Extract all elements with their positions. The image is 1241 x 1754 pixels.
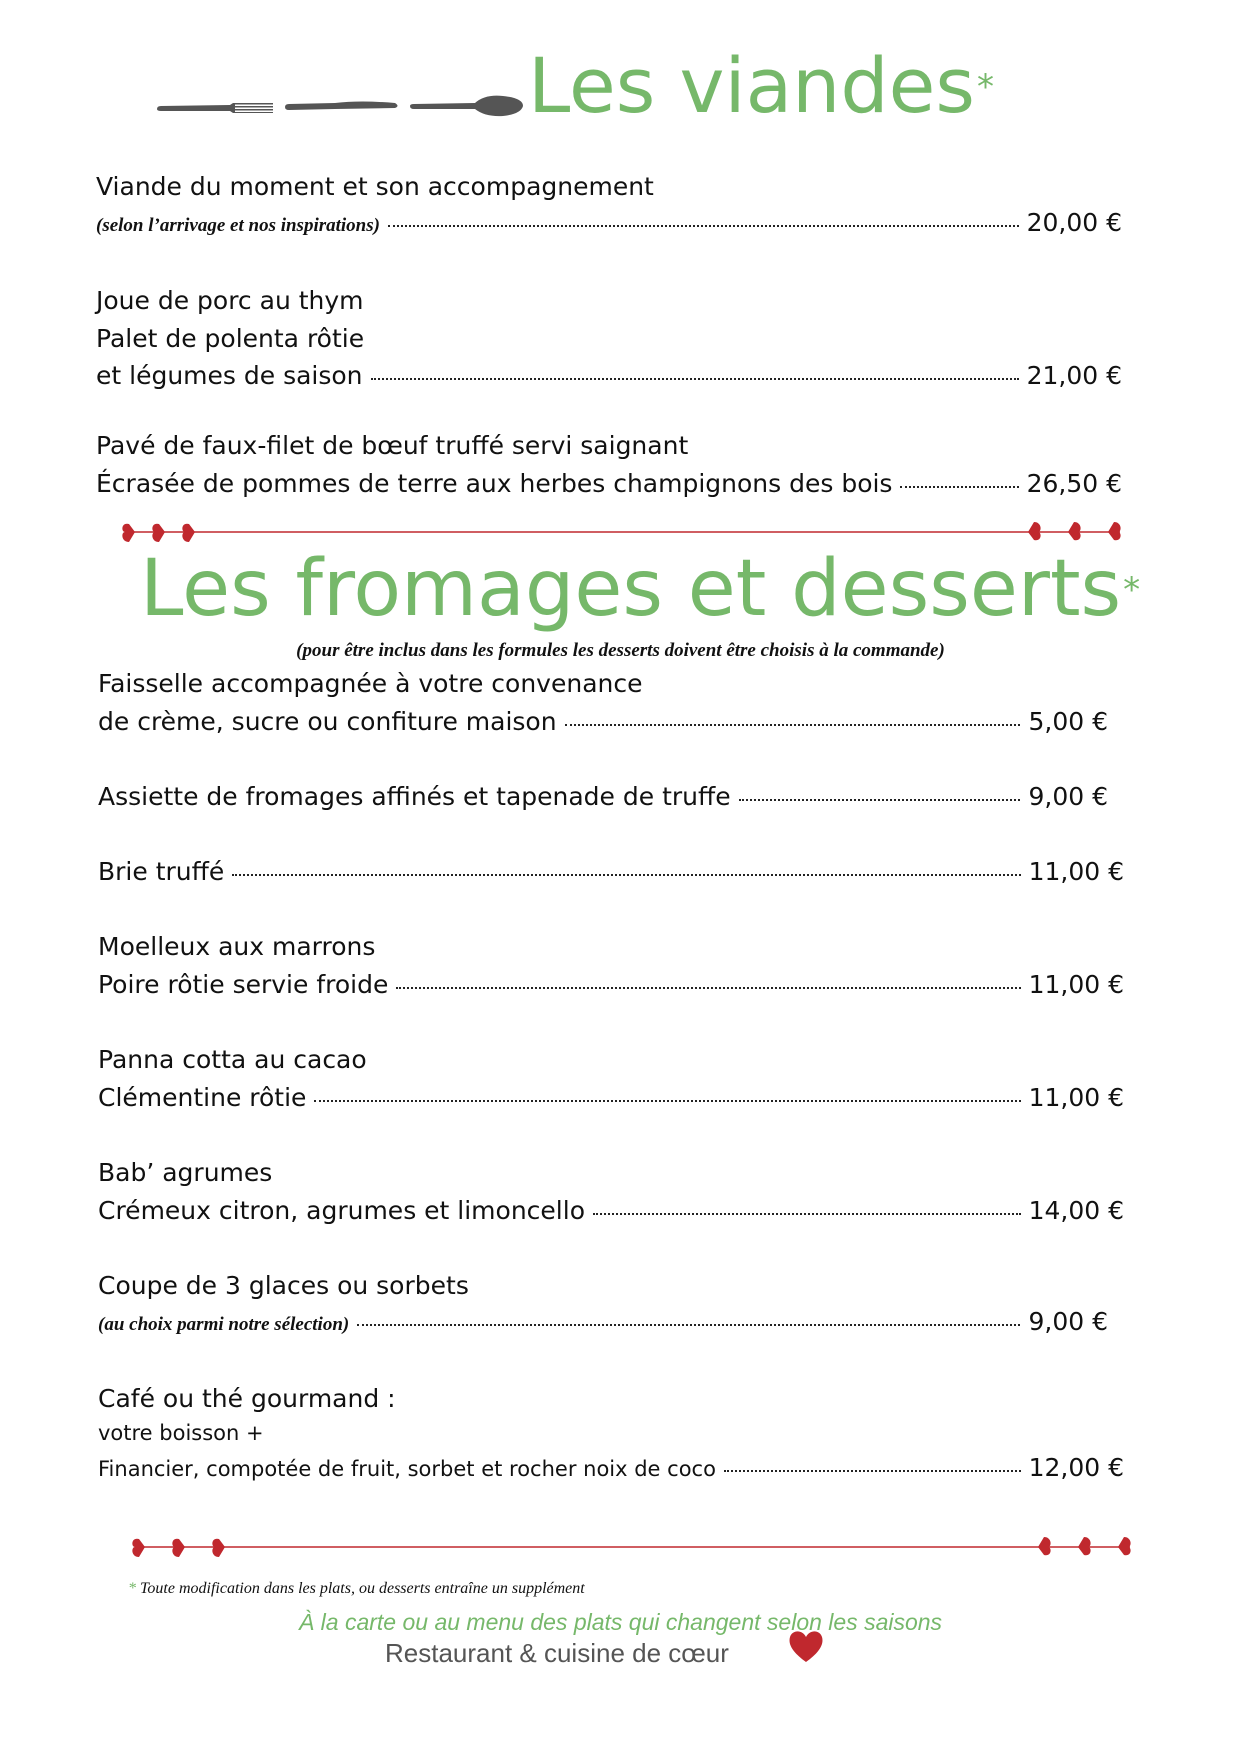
meat-item-2-row xyxy=(96,359,1122,393)
dessert-6-price: 14,00 € xyxy=(1028,1196,1124,1225)
dessert-8-row xyxy=(98,1452,1124,1486)
meat-item-3-line1: Pavé de faux-filet de bœuf truffé servi saignant xyxy=(96,431,689,460)
dessert-4-line2: Poire rôtie servie froide xyxy=(98,970,389,999)
dessert-6-line1: Bab’ agrumes xyxy=(98,1158,273,1187)
dot-leader xyxy=(388,225,1019,227)
desserts-title: Les fromages et desserts* xyxy=(140,544,1141,634)
dessert-1-price: 5,00 € xyxy=(1028,707,1108,736)
dessert-2-row xyxy=(98,780,1108,814)
dessert-4-line1: Moelleux aux marrons xyxy=(98,932,376,961)
heart-icon xyxy=(132,1539,145,1557)
knife-icon xyxy=(285,102,398,111)
meat-item-1-note: (selon l’arrivage et nos inspirations) xyxy=(96,215,380,236)
meat-item-2-line1: Joue de porc au thym xyxy=(96,286,364,315)
dessert-3-line1: Brie truffé xyxy=(98,857,225,886)
heart-icon xyxy=(1038,1537,1051,1555)
dot-leader xyxy=(900,486,1018,488)
meat-item-2-line2: Palet de polenta rôtie xyxy=(96,324,365,353)
dot-leader xyxy=(357,1324,1020,1326)
dessert-5-line2: Clémentine rôtie xyxy=(98,1083,307,1112)
dessert-8-price: 12,00 € xyxy=(1028,1453,1124,1482)
meats-title: Les viandes* xyxy=(528,41,994,130)
tagline: À la carte ou au menu des plats qui changent selon les saisons xyxy=(298,1609,943,1635)
dessert-1-row xyxy=(98,705,1108,739)
meat-item-1-row xyxy=(96,208,1122,237)
dot-leader xyxy=(565,724,1021,726)
dessert-1-line2: de crème, sucre ou confiture maison xyxy=(98,707,557,736)
dessert-7-row xyxy=(98,1307,1108,1336)
dot-leader xyxy=(314,1100,1020,1102)
heart-icon xyxy=(1028,522,1041,540)
heart-icon xyxy=(212,1539,225,1557)
dessert-5-line1: Panna cotta au cacao xyxy=(98,1045,367,1074)
cutlery-decoration xyxy=(155,92,525,122)
dessert-5-price: 11,00 € xyxy=(1028,1083,1124,1112)
meat-item-3-price: 26,50 € xyxy=(1026,469,1122,498)
dessert-4-price: 11,00 € xyxy=(1028,970,1124,999)
dessert-7-line1: Coupe de 3 glaces ou sorbets xyxy=(98,1271,469,1300)
dot-leader xyxy=(739,799,1021,801)
dot-leader xyxy=(593,1213,1021,1215)
meat-item-1-price: 20,00 € xyxy=(1026,208,1122,237)
footnote: * Toute modification dans les plats, ou desserts entraîne un supplément xyxy=(128,1580,585,1597)
dessert-8-line1: Café ou thé gourmand : xyxy=(98,1384,396,1413)
dessert-2-line1: Assiette de fromages affinés et tapenade de truffe xyxy=(98,782,731,811)
signature: Restaurant & cuisine de cœur xyxy=(385,1638,729,1668)
dessert-2-price: 9,00 € xyxy=(1028,782,1108,811)
dessert-6-row xyxy=(98,1194,1124,1228)
heart-divider xyxy=(125,1533,1140,1561)
heart-icon xyxy=(172,1539,185,1557)
meat-item-2-line3: et légumes de saison xyxy=(96,361,363,390)
dessert-3-price: 11,00 € xyxy=(1028,857,1124,886)
meat-item-3-line2: Écrasée de pommes de terre aux herbes champignons des bois xyxy=(96,469,893,498)
meat-item-2-price: 21,00 € xyxy=(1026,361,1122,390)
heart-icon xyxy=(122,524,135,542)
desserts-subtitle: (pour être inclus dans les formules les desserts doivent être choisis à la commande) xyxy=(296,640,945,661)
dot-leader xyxy=(232,874,1020,876)
heart-icon xyxy=(786,1626,826,1666)
dot-leader xyxy=(371,378,1019,380)
meat-item-3-row xyxy=(96,467,1122,501)
dessert-3-row xyxy=(98,855,1124,889)
dessert-7-note: (au choix parmi notre sélection) xyxy=(98,1314,350,1335)
fork-icon xyxy=(157,103,273,113)
heart-divider xyxy=(115,518,1130,546)
dessert-8-line2: votre boisson + xyxy=(98,1421,264,1445)
meat-item-1-name: Viande du moment et son accompagnement xyxy=(96,172,654,201)
dot-leader xyxy=(724,1470,1021,1472)
dessert-7-price: 9,00 € xyxy=(1028,1307,1108,1336)
dessert-5-row xyxy=(98,1081,1124,1115)
heart-icon xyxy=(1078,1537,1091,1555)
dessert-1-line1: Faisselle accompagnée à votre convenance xyxy=(98,669,643,698)
dot-leader xyxy=(396,987,1020,989)
heart-icon xyxy=(152,524,165,542)
heart-icon xyxy=(1118,1537,1131,1555)
spoon-icon xyxy=(410,96,523,116)
heart-icon xyxy=(1108,522,1121,540)
dessert-4-row xyxy=(98,968,1124,1002)
heart-icon xyxy=(1068,522,1081,540)
heart-icon xyxy=(182,524,195,542)
dessert-8-line3: Financier, compotée de fruit, sorbet et rocher noix de coco xyxy=(98,1457,716,1481)
dessert-6-line2: Crémeux citron, agrumes et limoncello xyxy=(98,1196,585,1225)
